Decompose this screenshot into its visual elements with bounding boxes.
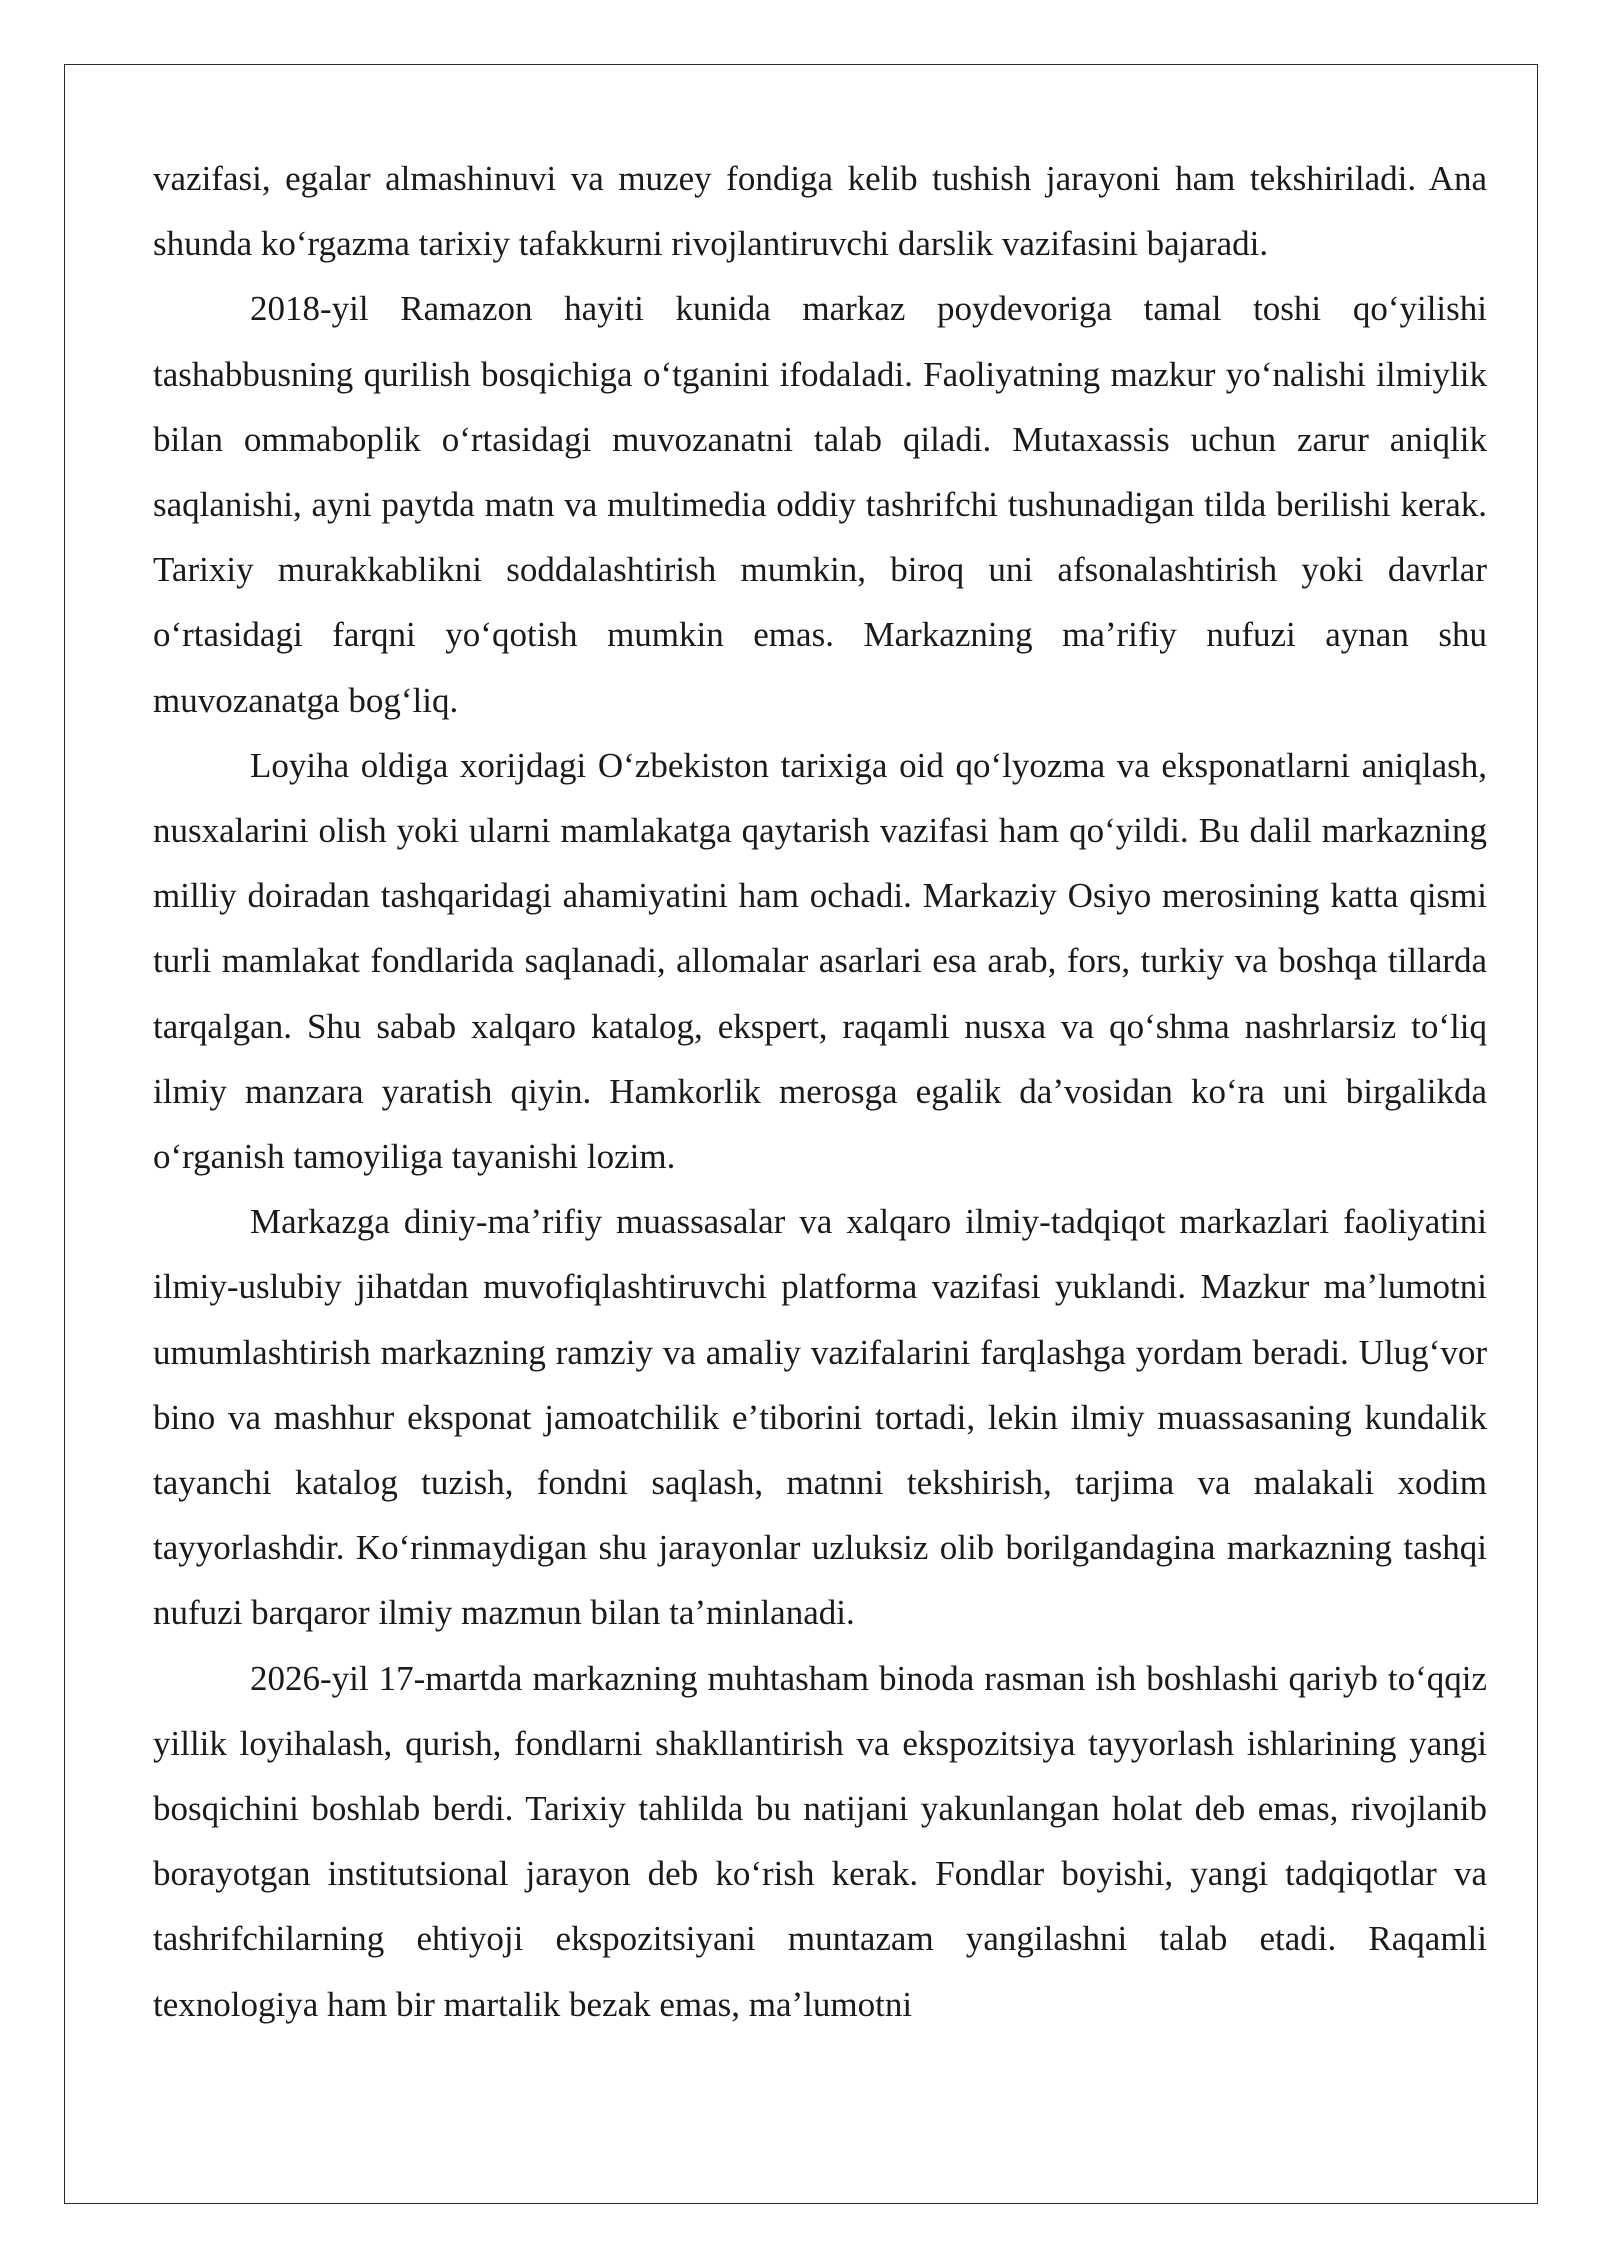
paragraph-continuation: vazifasi, egalar almashinuvi va muzey fondiga kelib tushish jarayoni ham tekshiriladi. Ana shunda koʻrgazma tarixiy tafakkurni rivojlantiruvchi darslik vazifasini bajaradi. <box>153 159 1487 264</box>
paragraph-foundation-stone: 2018-yil Ramazon hayiti kunida markaz poydevoriga tamal toshi qoʻyilishi tashabbusning qurilish bosqichiga oʻtganini ifodaladi. Faoliyatning mazkur yoʻnalishi ilmiylik bilan ommaboplik oʻrtasidagi muvozanatni talab qiladi. Mutaxassis uchun zarur aniqlik saqlanishi, ayni paytda matn va multimedia oddiy tashrifchi tushunadigan tilda berilishi kerak. Tarixiy murakkablikni soddalashtirish mumkin, biroq uni afsonalashtirish yoki davrlar oʻrtasidagi farqni yoʻqotish mumkin emas. Markazning maʼrifiy nufuzi aynan shu muvozanatga bogʻliq. <box>153 289 1487 720</box>
paragraph-manuscripts-abroad: Loyiha oldiga xorijdagi Oʻzbekiston tarixiga oid qoʻlyozma va eksponatlarni aniqlash, nusxalarini olish yoki ularni mamlakatga qaytarish vazifasi ham qoʻyildi. Bu dalil markazning milliy doiradan tashqaridagi ahamiyatini ham ochadi. Markaziy Osiyo merosining katta qismi turli mamlakat fondlarida saqlanadi, allomalar asarlari esa arab, fors, turkiy va boshqa tillarda tarqalgan. Shu sabab xalqaro katalog, ekspert, raqamli nusxa va qoʻshma nashrlarsiz toʻliq ilmiy manzara yaratish qiyin. Hamkorlik merosga egalik daʼvosidan koʻra uni birgalikda oʻrganish tamoyiliga tayanishi lozim. <box>153 745 1487 1177</box>
paragraph-opening-2026: 2026-yil 17-martda markazning muhtasham binoda rasman ish boshlashi qariyb toʻqqiz yillik loyihalash, qurish, fondlarni shakllantirish va ekspozitsiya tayyorlash ishlarining yangi bosqichini boshlab berdi. Tarixiy tahlilda bu natijani yakunlangan holat deb emas, rivojlanib borayotgan institutsional jarayon deb koʻrish kerak. Fondlar boyishi, yangi tadqiqotlar va tashrifchilarning ehtiyoji ekspozitsiyani muntazam yangilashni talab etadi. Raqamli texnologiya ham bir martalik bezak emas, maʼlumotni <box>153 1658 1487 2024</box>
paragraph-coordination-platform: Markazga diniy-maʼrifiy muassasalar va xalqaro ilmiy-tadqiqot markazlari faoliyatini ilmiy-uslubiy jihatdan muvofiqlashtiruvchi platforma vazifasi yuklandi. Mazkur maʼlumotni umumlashtirish markazning ramziy va amaliy vazifalarini farqlashga yordam beradi. Ulugʻvor bino va mashhur eksponat jamoatchilik eʼtiborini tortadi, lekin ilmiy muassasaning kundalik tayanchi katalog tuzish, fondni saqlash, matnni tekshirish, tarjima va malakali xodim tayyorlashdir. Koʻrinmaydigan shu jarayonlar uzluksiz olib borilgandagina markazning tashqi nufuzi barqaror ilmiy mazmun bilan taʼminlanadi. <box>153 1202 1487 1633</box>
document-body <box>153 146 1487 2037</box>
